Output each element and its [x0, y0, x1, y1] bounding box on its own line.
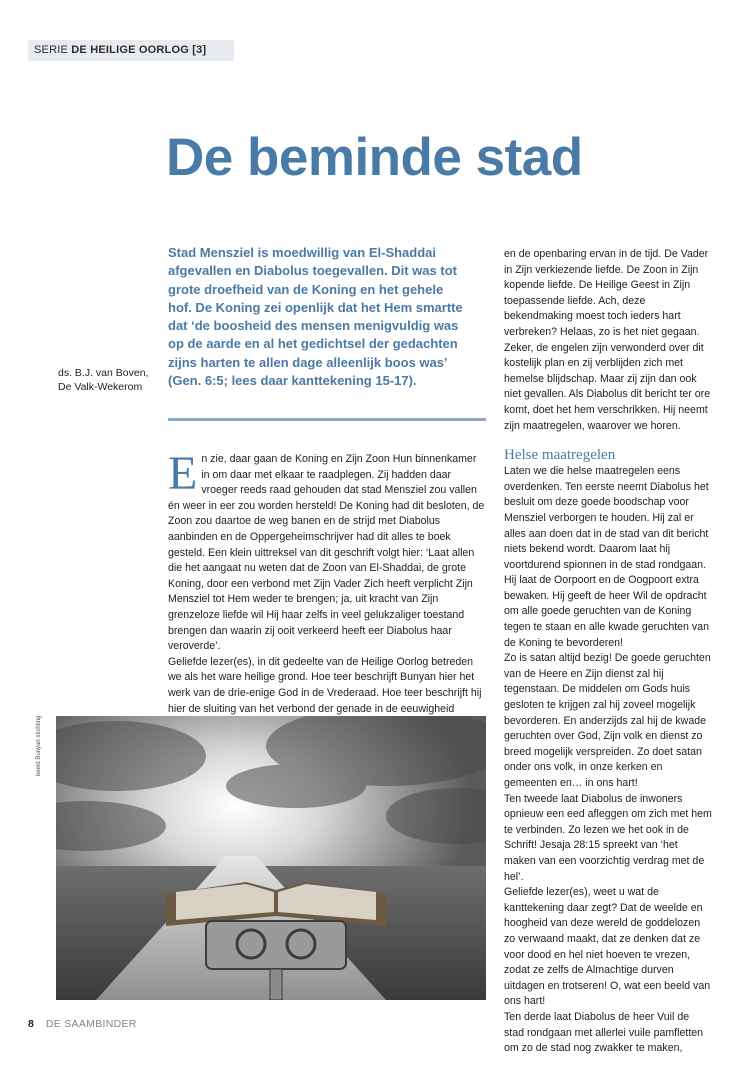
body-paragraph-2: Geliefde lezer(es), in dit gedeelte van de Heilige Oorlog betreden we als het ware heilige grond. Hoe teer beschrijft Bunyan hier het werk van de drie-enige God in de Vrederaad. Hoe teer beschrijft hij hier de sluiting van het verbond der genade in de eeuwigheid [168, 655, 482, 715]
author-place: De Valk-Wekerom [58, 381, 143, 393]
section-divider [168, 418, 486, 421]
right-paragraph-4: Ten tweede laat Diabolus de inwoners opnieuw een eed afleggen om zich met hem te verbinden. Zo lezen we het ook in de Schrift! Jesaja 28:15 spreekt van ‘het maken van een voorzichtig verdrag met de hel’. [504, 792, 712, 883]
page-number: 8 [28, 1018, 34, 1030]
series-title: DE HEILIGE OORLOG [3] [71, 44, 207, 56]
body-column-left [168, 447, 486, 717]
right-paragraph-2: Laten we die helse maatregelen eens overdenken. Ten eerste neemt Diabolus het besluit om deze goede boodschap voor Mensziel verborgen te houden. Hij zal er alles aan doen dat in de stad van dit bericht niets bekend wordt. Daarom laat hij voortdurend spionnen in de stad rondgaan. Hij laat de Oorpoort en de Oogpoort extra bewaken. Hij geeft de heer Wil de opdracht om alle goede geruchten van de Koning tegen te staan en alle kwade geruchten van de Koning te bevorderen! [504, 465, 709, 649]
intro-lead: Stad Mensziel is moedwillig van El-Shaddai afgevallen en Diabolus toegevallen. Dit was tot grote droefheid van de Koning en het gehele hof. De Koning zei openlijk dat het Hem smartte dat ‘de boosheid des mensen menigvuldig was op de aarde en al het gedichtsel der gedachten zijns harten te allen dage alleenlijk boos was’ (Gen. 6:5; lees daar kanttekening 15-17). [168, 245, 463, 389]
illustration-svg [56, 716, 486, 1000]
author-name: ds. B.J. van Boven, [58, 367, 149, 379]
body-paragraph-1-text: n zie, daar gaan de Koning en Zijn Zoon Hun binnenkamer in om daar met elkaar te raadplegen. Zij hadden daar vroeger reeds raad gehouden dat stad Mensziel zou vallen én weer in eer zou worden hersteld! De Koning had dit besloten, de Zoon zou daartoe de weg banen en de strijd met Diabolus aanbinden en de Oppergeheimschrijver had dit alles te boek gesteld. Een klein uittreksel van dit geschrift volgt hier: ‘Laat allen die het aangaat nu weten dat de Zoon van El-Shaddai, de grote Koning, door een verbond met Zijn Vader Zich heeft verplicht Zijn Mensziel tot Hem weder te brengen; ja, uit kracht van Zijn grenzeloze liefde wil Hij haar zelfs in veel gelukzaliger toestand brengen dan waarin zij ooit verkeerd heeft eer Diabolus haar veroverde’. [168, 453, 485, 653]
page-footer [28, 1018, 137, 1030]
author-byline [58, 366, 158, 394]
drop-cap: E [168, 447, 198, 500]
article-title: De beminde stad [166, 128, 583, 187]
magazine-name: DE SAAMBINDER [45, 1018, 137, 1030]
right-paragraph-6: Ten derde laat Diabolus de heer Vuil de stad rondgaan met allerlei vuile pamfletten om zo de stad nog zwakker te maken, [504, 1010, 704, 1055]
image-credit: beeld Bunyan stichting [36, 715, 42, 776]
section-heading: Helse maatregelen [504, 447, 616, 464]
body-column-right [504, 247, 712, 1057]
right-paragraph-1: en de openbaring ervan in de tijd. De Vader in Zijn verkiezende liefde. De Zoon in Zijn kopende liefde. De Heilige Geest in Zijn toepassende liefde. Ach, deze bekendmaking moest toch ieders hart verbreken? Helaas, zo is het niet gegaan. Zeker, de engelen zijn verwonderd over dit kostelijk plan en zij verblijden zich met hemelse blijdschap. Maar zij zijn dan ook niet gevallen. Als Diabolus dit bericht ter ore komt, doet het hem verschrikken. Hij neemt zijn maatregelen, waarover we horen. [504, 248, 711, 432]
series-label [28, 40, 234, 61]
illustration-bible-on-road [56, 716, 486, 1000]
right-paragraph-3: Zo is satan altijd bezig! De goede geruchten van de Heere en Zijn dienst zal hij tegenstaan. De middelen om Gods huis gesloten te krijgen zal hij zoveel mogelijk bevorderen. En anderzijds zal hij de kwade geruchten over God, Zijn volk en dienst zo breed mogelijk verspreiden. Zo doet satan onder ons volk, in onze kerken en gemeenten en… in ons hart! [504, 652, 711, 789]
right-paragraph-5: Geliefde lezer(es), weet u wat de kanttekening daar zegt? Dat de weelde en hoogheid van deze wereld de goddelozen zo verwaand maakt, dat ze denken dat ze voor dood en hel niet hoeven te vrezen, zodat ze zelfs de Almachtige durven uitdagen en trotseren! O, wat een beeld van ons hart! [504, 886, 711, 1008]
body-paragraph-1 [168, 447, 486, 655]
series-prefix: SERIE [34, 44, 72, 56]
